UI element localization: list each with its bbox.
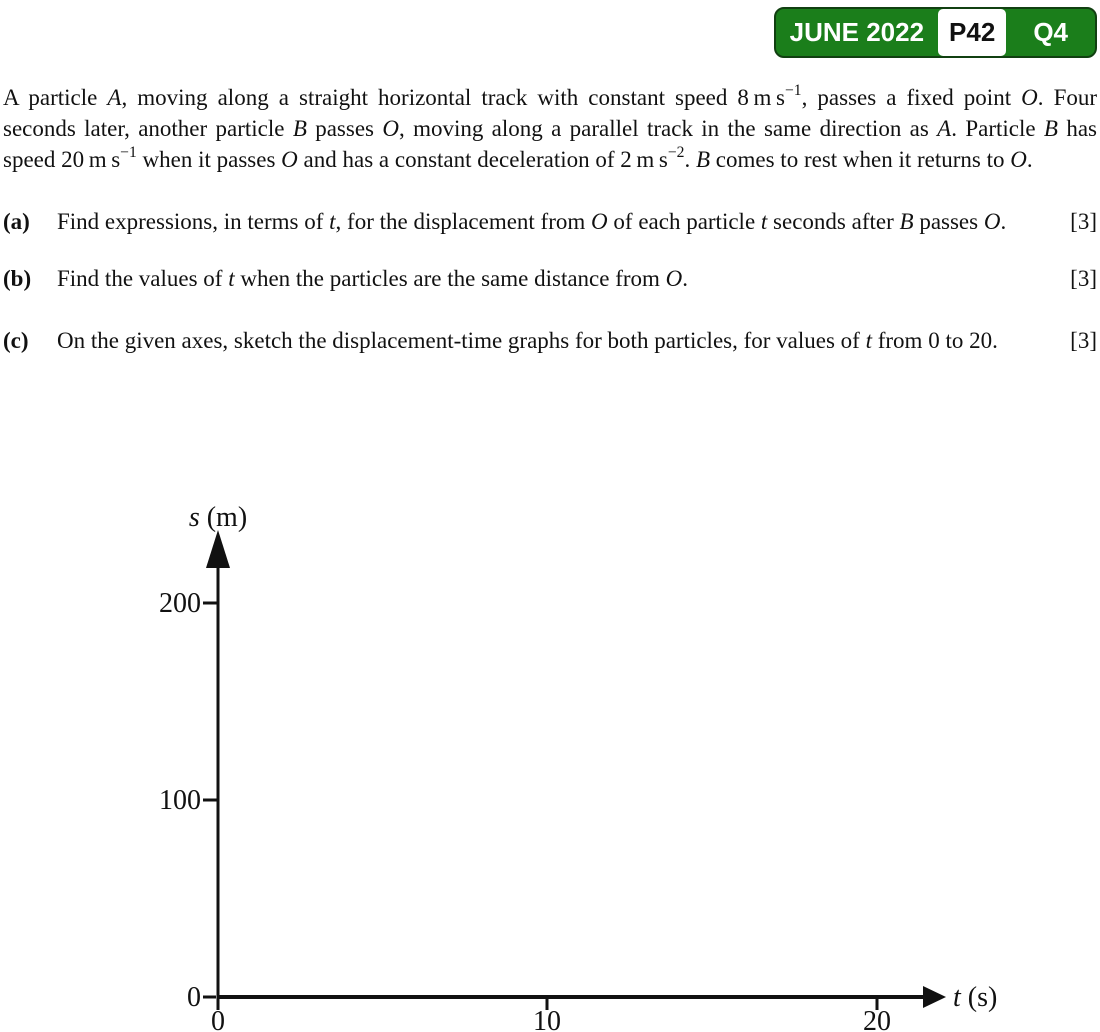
- y-tick-label-0: 0: [187, 982, 201, 1013]
- displacement-time-axes-figure[interactable]: [0, 460, 1100, 1032]
- x-tick-label-10: 10: [533, 1006, 561, 1032]
- badge-paper-label: P42: [938, 9, 1006, 56]
- question-content: [0, 0, 1100, 356]
- part-a-text: Find expressions, in terms of t, for the displacement from O of each particle t seconds after B passes O.: [57, 209, 1007, 234]
- part-b-text: Find the values of t when the particles are the same distance from O.: [57, 266, 689, 291]
- badge-question-label: Q4: [1033, 17, 1068, 47]
- y-tick-label-200: 200: [159, 588, 201, 619]
- axes-svg: [0, 460, 1100, 1032]
- x-tick-label-20: 20: [863, 1006, 891, 1032]
- part-a: [3, 206, 1097, 237]
- part-c-marks: [3]: [1070, 328, 1097, 353]
- x-axis-title: t (s): [953, 982, 998, 1013]
- part-a-label: (a): [3, 209, 30, 234]
- part-c-text: On the given axes, sketch the displacement-time graphs for both particles, for values of t from 0 to 20.: [57, 328, 998, 353]
- y-axis-title: s (m): [188, 502, 248, 533]
- part-b-label: (b): [3, 266, 32, 291]
- y-tick-label-100: 100: [159, 785, 201, 816]
- part-a-marks: [3]: [1070, 209, 1097, 234]
- x-tick-label-0: 0: [211, 1006, 225, 1032]
- question-intro-paragraph: A particle A, moving along a straight horizontal track with constant speed 8 m $s^{-1}$, passes a fixed point O. Four seconds later, another particle B passes O, moving along a parallel track in the same direction as A. Particle B has speed 20 m $s^{-1}$ when it passes O and has a constant deceleration of 2 m $s^{-2}$. B comes to rest when it returns to O.: [3, 81, 1098, 172]
- part-b: [3, 263, 1097, 294]
- y-axis-arrowhead: [206, 530, 230, 568]
- x-axis-arrowhead: [923, 986, 946, 1008]
- part-b-marks: [3]: [1070, 266, 1097, 291]
- part-c: [3, 325, 1097, 356]
- part-c-label: (c): [3, 328, 29, 353]
- badge-session-label: JUNE 2022: [789, 17, 925, 47]
